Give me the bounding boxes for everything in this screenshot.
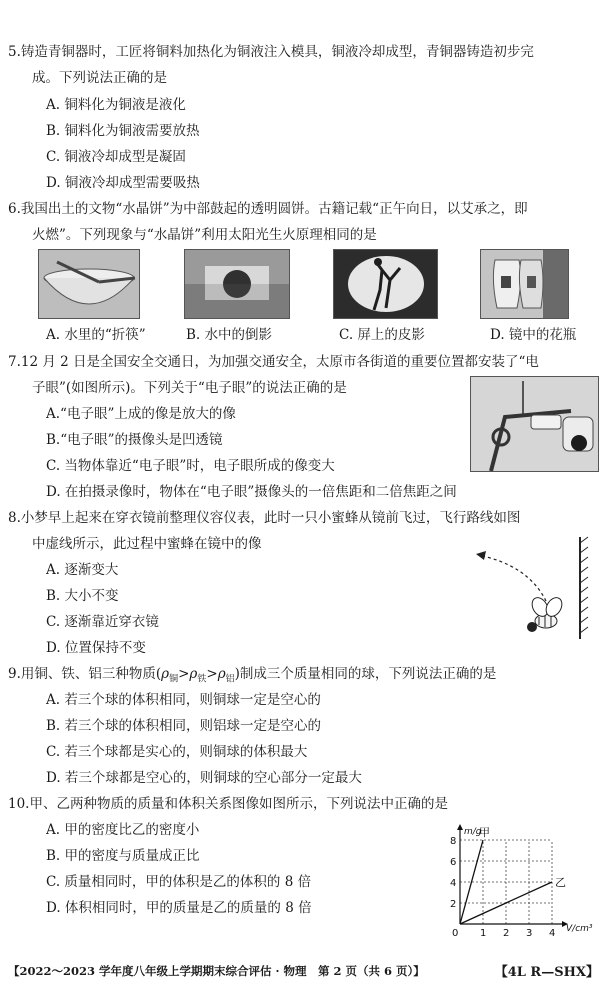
traffic-camera-image xyxy=(471,377,598,471)
x-tick-label: 1 xyxy=(480,928,487,939)
rho-symbol-al: ρ xyxy=(217,666,226,682)
shadow-puppet-image xyxy=(334,250,437,318)
q9-option-d: D. 若三个球都是空心的，则铜球的空心部分一定最大 xyxy=(46,770,362,786)
q10-option-a: A. 甲的密度比乙的密度小 xyxy=(46,822,200,838)
q5-option-a: A. 铜料化为铜液是液化 xyxy=(46,97,186,113)
y-tick-label: 4 xyxy=(450,878,457,889)
q9-option-b: B. 若三个球的体积相同，则铝球一定是空心的 xyxy=(46,718,322,734)
q7-option-a: A.“电子眼”上成的像是放大的像 xyxy=(46,406,236,422)
y-axis-label: m/g xyxy=(464,827,482,837)
q6-caption-a: A. 水里的“折筷” xyxy=(46,327,146,343)
rho-symbol-cu: ρ xyxy=(161,666,170,682)
q6-stem-line1: 6.我国出土的文物“水晶饼”为中部鼓起的透明圆饼。古籍记载“正午向日，以艾承之，即 xyxy=(8,201,528,217)
gt-symbol-1: > xyxy=(178,666,190,682)
bee-mirror-diagram xyxy=(468,535,598,643)
q8-option-b: B. 大小不变 xyxy=(46,588,119,604)
photo-bridge-reflection xyxy=(184,249,290,319)
rho-symbol-fe: ρ xyxy=(189,666,198,682)
q9-stem-suffix: )制成三个质量相同的球，下列说法正确的是 xyxy=(234,666,497,682)
q8-stem-line2: 中虚线所示，此过程中蜜蜂在镜中的像 xyxy=(32,536,262,552)
mirror-hatching xyxy=(580,537,588,633)
q5-option-c: C. 铜液冷却成型是凝固 xyxy=(46,149,186,165)
photo-mirror-vase xyxy=(480,249,569,319)
x-tick-label: 4 xyxy=(549,928,556,939)
q6-caption-d: D. 镜中的花瓶 xyxy=(490,327,577,343)
y-axis-arrow xyxy=(457,824,463,830)
series-label: 乙 xyxy=(555,876,566,889)
q7-option-d: D. 在拍摄录像时，物体在“电子眼”摄像头的一倍焦距和二倍焦距之间 xyxy=(46,484,457,500)
flight-path xyxy=(478,555,546,601)
rho-sub-fe: 铁 xyxy=(197,674,207,685)
bowl-chopsticks-image xyxy=(39,250,139,318)
x-axis-label: V/cm³ xyxy=(566,924,593,934)
rho-sub-cu: 铜 xyxy=(169,674,179,685)
q8-option-d: D. 位置保持不变 xyxy=(46,640,146,656)
flight-arrowhead xyxy=(476,551,486,560)
q6-stem-line2: 火燃”。下列现象与“水晶饼”利用太阳光生火原理相同的是 xyxy=(32,227,377,243)
paper-code: 【4L R—SHX】 xyxy=(494,965,599,980)
q6-caption-b: B. 水中的倒影 xyxy=(186,327,273,343)
series-label: 甲 xyxy=(479,826,490,839)
q6-caption-c: C. 屏上的皮影 xyxy=(339,327,425,343)
x-tick-label: 3 xyxy=(526,928,533,939)
page-footer: 【2022～2023 学年度八年级上学期期末综合评估 · 物理 第 2 页（共 6 页）】 xyxy=(8,964,425,978)
bridge-reflection-image xyxy=(185,250,289,318)
q8-option-a: A. 逐渐变大 xyxy=(46,562,119,578)
q10-option-c: C. 质量相同时，甲的体积是乙的体积的 8 倍 xyxy=(46,874,312,890)
q7-option-c: C. 当物体靠近“电子眼”时，电子眼所成的像变大 xyxy=(46,458,335,474)
mass-volume-chart-svg xyxy=(448,812,606,944)
q7-option-b: B.“电子眼”的摄像头是凹透镜 xyxy=(46,432,223,448)
y-tick-label: 8 xyxy=(450,836,457,847)
mass-volume-chart xyxy=(448,812,606,944)
rho-sub-al: 铝 xyxy=(225,674,235,685)
q8-option-c: C. 逐渐靠近穿衣镜 xyxy=(46,614,159,630)
gt-symbol-2: > xyxy=(206,666,218,682)
q10-option-b: B. 甲的密度与质量成正比 xyxy=(46,848,200,864)
q9-stem xyxy=(8,662,496,685)
q9-stem-prefix: 9.用铜、铁、铝三种物质( xyxy=(8,666,162,682)
bee-mirror-figure xyxy=(468,535,598,643)
q7-stem-line2: 子眼”(如图所示)。下列关于“电子眼”的说法正确的是 xyxy=(32,380,347,396)
q9-option-c: C. 若三个球都是实心的，则铜球的体积最大 xyxy=(46,744,308,760)
photo-traffic-camera xyxy=(470,376,599,472)
x-tick-label: 0 xyxy=(452,928,459,939)
q10-stem: 10.甲、乙两种物质的质量和体积关系图像如图所示，下列说法中正确的是 xyxy=(8,796,448,812)
y-tick-label: 2 xyxy=(450,899,457,910)
x-tick-label: 2 xyxy=(503,928,510,939)
q7-stem-line1: 7.12 月 2 日是全国安全交通日，为加强交通安全，太原市各街道的重要位置都安装了“电 xyxy=(8,354,539,370)
q5-option-b: B. 铜料化为铜液需要放热 xyxy=(46,123,200,139)
mirror-vase-image xyxy=(481,250,568,318)
q10-option-d: D. 体积相同时，甲的质量是乙的质量的 8 倍 xyxy=(46,900,312,916)
q5-stem-line2: 成。下列说法正确的是 xyxy=(32,70,167,86)
series-line xyxy=(460,840,483,924)
y-tick-label: 6 xyxy=(450,857,457,868)
photo-bowl-chopsticks xyxy=(38,249,140,319)
q8-stem-line1: 8.小梦早上起来在穿衣镜前整理仪容仪表，此时一只小蜜蜂从镜前飞过，飞行路线如图 xyxy=(8,510,521,526)
q5-option-d: D. 铜液冷却成型需要吸热 xyxy=(46,175,200,191)
photo-shadow-puppet xyxy=(333,249,438,319)
q9-option-a: A. 若三个球的体积相同，则铜球一定是空心的 xyxy=(46,692,321,708)
q5-stem-line1: 5.铸造青铜器时，工匠将铜料加热化为铜液注入模具，铜液冷却成型，青铜器铸造初步完 xyxy=(8,44,534,60)
